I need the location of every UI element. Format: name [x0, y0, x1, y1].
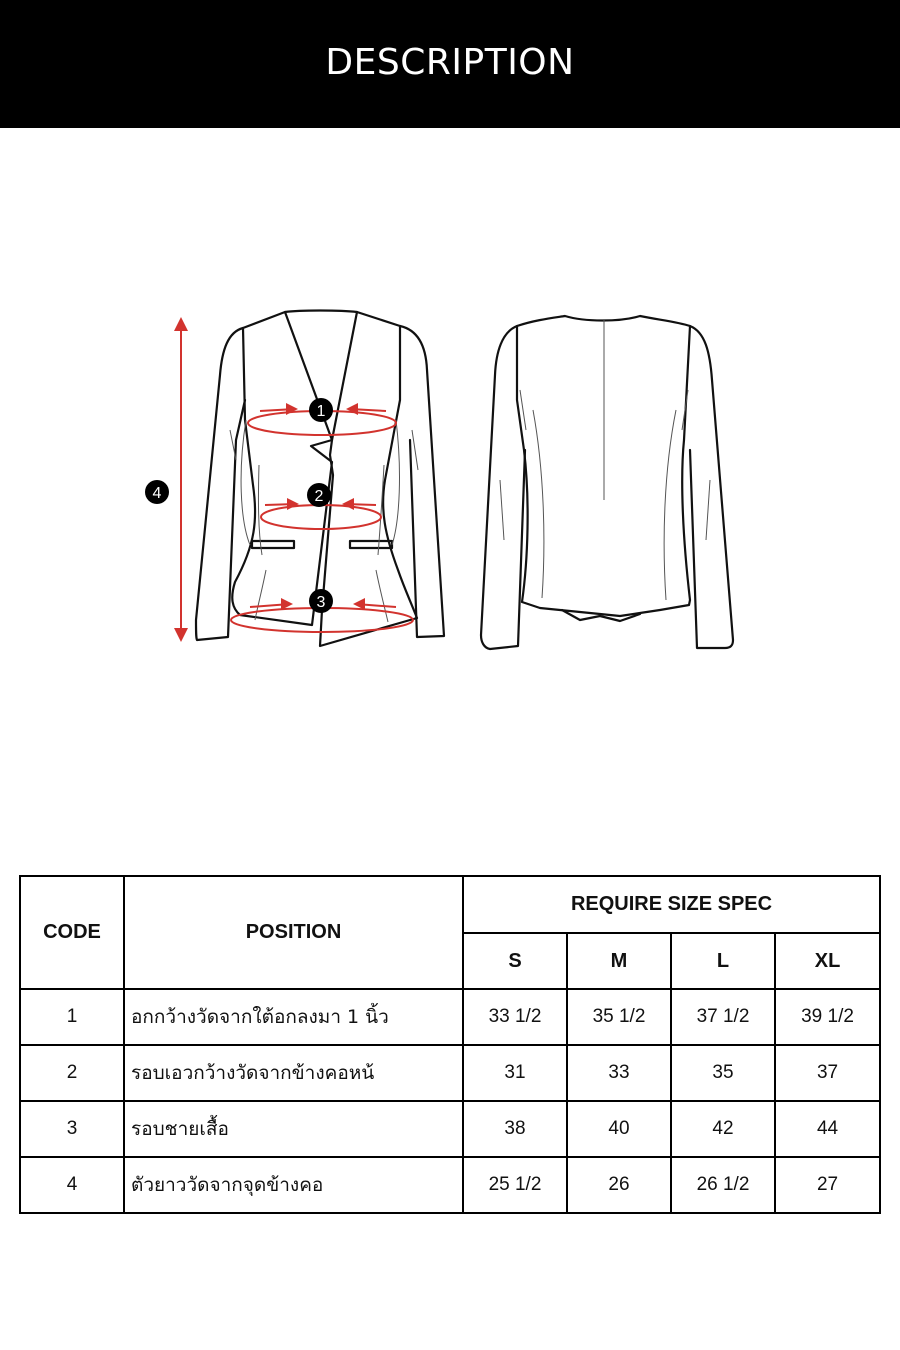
row-value-m: 33	[567, 1045, 671, 1101]
measure-lines	[181, 325, 413, 635]
row-value-xl: 37	[775, 1045, 880, 1101]
row-value-s: 25 1/2	[463, 1157, 567, 1213]
row-code: 2	[20, 1045, 124, 1101]
table-row	[20, 1045, 880, 1101]
row-value-xl: 44	[775, 1101, 880, 1157]
row-code: 3	[20, 1101, 124, 1157]
row-value-l: 35	[671, 1045, 775, 1101]
back-right-sleeve	[690, 326, 733, 648]
row-value-l: 42	[671, 1101, 775, 1157]
row-value-l: 37 1/2	[671, 989, 775, 1045]
row-value-m: 26	[567, 1157, 671, 1213]
front-pocket-right	[350, 541, 392, 548]
code-header: CODE	[20, 876, 124, 989]
header-bar	[0, 0, 900, 128]
marker-1	[309, 398, 333, 422]
marker-3-label: 3	[316, 594, 326, 611]
jacket-diagram	[0, 280, 900, 680]
size-header-m: M	[567, 933, 671, 989]
table-row	[20, 1101, 880, 1157]
arrowheads	[174, 317, 396, 642]
front-left-sleeve	[196, 328, 245, 640]
table-row	[20, 989, 880, 1045]
row-code: 4	[20, 1157, 124, 1213]
marker-2	[307, 483, 331, 507]
back-seams	[500, 320, 710, 600]
page-title: DESCRIPTION	[325, 41, 575, 83]
position-header: POSITION	[124, 876, 463, 989]
back-left-sleeve	[481, 326, 525, 649]
marker-2-label: 2	[314, 488, 324, 505]
row-code: 1	[20, 989, 124, 1045]
row-value-s: 31	[463, 1045, 567, 1101]
row-position: ตัวยาววัดจากจุดข้างคอ	[124, 1157, 463, 1213]
waist-measure	[261, 505, 381, 529]
jacket-back	[481, 316, 733, 649]
table-row	[20, 1157, 880, 1213]
size-spec-table	[19, 875, 881, 1214]
size-header-l: L	[671, 933, 775, 989]
marker-4	[145, 480, 169, 504]
row-value-m: 40	[567, 1101, 671, 1157]
row-position: อกกว้างวัดจากใต้อกลงมา 1 นิ้ว	[124, 989, 463, 1045]
front-left-panel	[232, 312, 332, 625]
front-pocket-left	[252, 541, 294, 548]
size-header-s: S	[463, 933, 567, 989]
row-value-s: 33 1/2	[463, 989, 567, 1045]
front-right-panel	[320, 312, 417, 646]
row-position: รอบเอวกว้างวัดจากข้างคอหน้	[124, 1045, 463, 1101]
row-value-s: 38	[463, 1101, 567, 1157]
row-value-xl: 27	[775, 1157, 880, 1213]
row-value-l: 26 1/2	[671, 1157, 775, 1213]
row-value-xl: 39 1/2	[775, 989, 880, 1045]
marker-1-label: 1	[316, 403, 326, 420]
marker-4-label: 4	[152, 485, 162, 502]
row-position: รอบชายเสื้อ	[124, 1101, 463, 1157]
marker-3	[309, 589, 333, 613]
spec-header: REQUIRE SIZE SPEC	[463, 876, 880, 933]
row-value-m: 35 1/2	[567, 989, 671, 1045]
size-header-xl: XL	[775, 933, 880, 989]
